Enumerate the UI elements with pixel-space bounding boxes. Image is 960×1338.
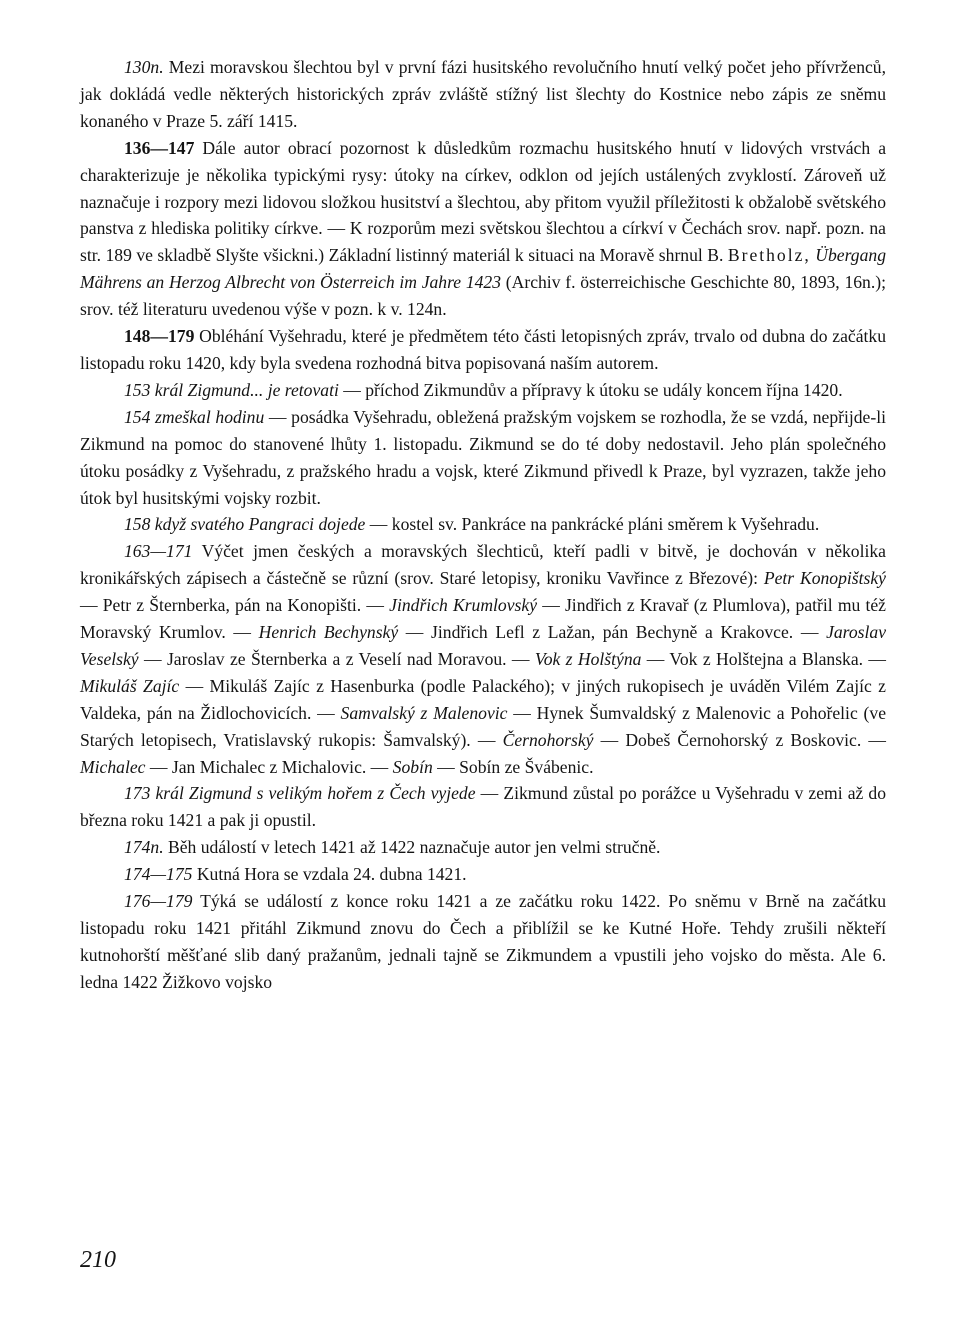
note-paragraph [80, 538, 886, 780]
reference-text: 174n. [124, 837, 164, 858]
body-text: Dále autor obrací pozornost k důsledkům rozmachu husitského hnutí v lidových vrstvách a charakterizuje je několika typickými rysy: útoky na církev, odklon od jejích ustálených zvyklostí. Zároveň už naznačuje i rozpory mezi lidovou složkou husitství a šlechtou, aby přitom využil příležitosti k obžalobě světského panstva z hlediska politiky církve. — K rozporům mezi světskou šlechtou a církví v Čechách srov. např. pozn. na str. 189 ve skladbě Slyšte všickni.) Základní listinný materiál k situaci na Moravě shrnul B. [80, 137, 886, 266]
body-text: — Jaroslav ze Šternberka a z Veselí nad Moravou. — [138, 648, 535, 669]
reference-text: Henrich Bechynský [258, 622, 399, 643]
note-paragraph [80, 888, 886, 996]
note-paragraph [80, 323, 886, 377]
body-text: — Jindřich Lefl z Lažan, pán Bechyně a Krakovce. — [398, 622, 827, 643]
note-paragraph [80, 861, 886, 888]
body-text: — Dobeš Černohorský z Boskovic. — [593, 729, 886, 750]
body-text: — Hynek Šumvaldský z Malenovic a Pohořelic (ve Starých letopisech, Vratislavský rukopis: Šamvalský). — [80, 702, 887, 750]
page-body [80, 54, 886, 996]
body-text: — Sobín ze Švábenic. [432, 756, 594, 777]
reference-text: Petr Konopištský [763, 568, 886, 589]
body-text: — kostel sv. Pankráce na pankrácké pláni směrem k Vyšehradu. [365, 514, 820, 535]
reference-text: Sobín [392, 756, 433, 777]
reference-text: Samvalský z Malenovic [340, 702, 508, 723]
reference-text: 174—175 [124, 864, 193, 885]
note-paragraph [80, 377, 886, 404]
reference-text: 173 král Zigmund s velikým hořem z Čech vyjede [124, 783, 476, 804]
note-paragraph [80, 135, 886, 323]
reference-text: 176—179 [124, 891, 193, 912]
body-text: — Zikmund zůstal po porážce u Vyšehradu v zemi až do března roku 1421 a pak ji opustil. [80, 783, 887, 831]
body-text: — Jan Michalec z Michalovic. — [145, 756, 393, 777]
reference-text: Vok z Holštýna [534, 648, 642, 669]
body-text: (Archiv f. österreichische Geschichte 80, 1893, 16n.); srov. též literaturu uvedenou výše v pozn. k v. 124n. [80, 272, 886, 320]
reference-text: Jaroslav Veselský [80, 622, 886, 669]
note-paragraph [80, 834, 886, 861]
reference-text: Černohorský [502, 729, 594, 750]
body-text: Týká se událostí z konce roku 1421 a ze začátku roku 1422. Po sněmu v Brně na začátku listopadu roku 1421 přitáhl Zikmund znovu do Čech a přiblížil se ke Kutné Hoře. Tehdy zrušili někteří kutnohorští měšťané slib daný pražanům, jednali tajně se Zikmundem a vpustili jeho vojsko do města. Ale 6. ledna 1422 Žižkovo vojsko [80, 891, 886, 992]
reference-text: Übergang Mährens an Herzog Albrecht von Österreich im Jahre 1423 [80, 245, 886, 293]
body-text: — Jindřich z Kravař (z Plumlova), patřil mu též Moravský Krumlov. — [80, 595, 886, 643]
body-text: Běh událostí v letech 1421 až 1422 naznačuje autor jen velmi stručně. [163, 837, 661, 858]
reference-text: 154 zmeškal hodinu [124, 406, 265, 427]
reference-text: 130n. [124, 57, 164, 77]
reference-text: 136—147 [124, 137, 195, 158]
body-text: — Petr z Šternberka, pán na Konopišti. — [80, 595, 390, 616]
body-text: Obléhání Vyšehradu, které je předmětem této části letopisných zpráv, trvalo od dubna do začátku listopadu roku 1420, kdy byla svedena rozhodná bitva popisovaná naším autorem. [80, 326, 886, 373]
reference-text: Michalec [80, 756, 146, 777]
body-text: Mezi moravskou šlechtou byl v první fázi husitského revolučního hnutí velký počet jeho přívrženců, jak dokládá vedle některých historických zpráv zvláště stížný list šlechty do Kostnice nebo zápis ze sněmu konaného v Praze 5. září 1415. [80, 57, 886, 131]
reference-text: 153 král Zigmund... je retovati [124, 379, 339, 400]
body-text: — Vok z Holštejna a Blanska. — [641, 648, 886, 669]
reference-text: Jindřich Krumlovský [389, 595, 538, 616]
body-text: Výčet jmen českých a moravských šlechticů, kteří padli v bitvě, je dochován v několika kronikářských zápisech a částečně se různí (srov. Staré letopisy, kroniku Vavřince z Březové): [80, 541, 886, 589]
body-text: — příchod Zikmundův a přípravy k útoku se udály koncem října 1420. [338, 379, 843, 400]
reference-text: Bretholz, [727, 245, 811, 266]
reference-text: 163—171 [124, 541, 193, 562]
note-paragraph [80, 511, 886, 538]
note-paragraph [80, 780, 886, 834]
page-number: 210 [80, 1247, 116, 1273]
note-paragraph [80, 404, 886, 512]
note-paragraph [80, 54, 886, 135]
reference-text: 148—179 [124, 326, 195, 347]
body-text: — Mikuláš Zajíc z Hasenburka (podle Palackého); v jiných rukopisech je uváděn Vilém Zajíc z Valdeka, pán na Židlochovicích. — [80, 675, 886, 723]
body-text: Kutná Hora se vzdala 24. dubna 1421. [192, 864, 467, 885]
body-text: — posádka Vyšehradu, obležená pražským vojskem se rozhodla, že se vzdá, nepřijde-li Zikmund na pomoc do stanovené lhůty 1. listopadu. Zikmund se do té doby nedostavil. Jeho plán společného útoku posádky z Vyšehradu, z pražského hradu a vojsk, které Zikmund přivedl k Praze, byl vyzrazen, takže jeho útok byl husitskými vojsky rozbit. [80, 406, 886, 508]
reference-text: 158 když svatého Pangraci dojede [124, 514, 366, 535]
reference-text: Mikuláš Zajíc [80, 675, 180, 696]
